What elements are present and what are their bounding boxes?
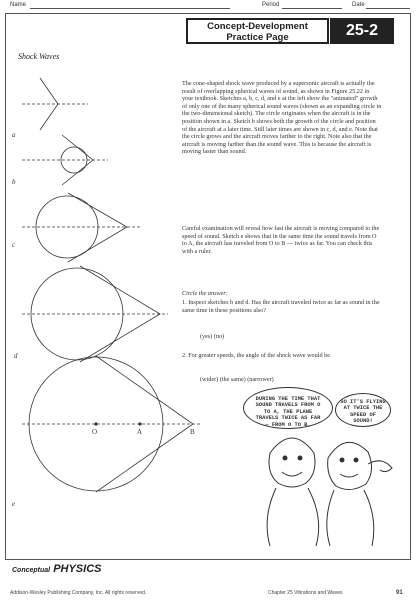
examination-paragraph: Careful examination will reveal how fast the aircraft is moving compared to the speed of sound. Sketch e shows that in the same time the sound travels from O to A, the aircraft has traveled from O to B — twice as far. You can check this with a ruler. <box>182 225 380 255</box>
question-2: 2. For greater speeds, the angle of the shock wave would be <box>182 352 330 359</box>
sketch-d <box>22 266 168 362</box>
name-label: Name <box>10 2 27 8</box>
sketch-label-d: d <box>14 352 18 360</box>
sketch-label-e: e <box>12 500 16 508</box>
page-number: 91 <box>396 590 403 596</box>
sketch-label-b: b <box>12 178 16 186</box>
practice-page-number: 25-2 <box>330 18 394 44</box>
brand-logo <box>12 563 101 575</box>
sketch-e <box>22 356 200 492</box>
sketch-b <box>22 135 108 185</box>
sketch-c <box>22 193 140 262</box>
sketch-a <box>22 78 88 130</box>
point-b-label: B <box>190 428 195 436</box>
title-line-1: Concept-Development <box>207 21 308 32</box>
brand-small: Conceptual <box>12 567 51 574</box>
section-title: Shock Waves <box>18 52 60 61</box>
period-label: Period <box>262 2 280 8</box>
chapter-text: Chapter 25 Vibrations and Waves <box>268 590 343 596</box>
sketch-label-c: c <box>12 241 16 249</box>
point-a-label: A <box>137 428 143 436</box>
question-2-options[interactable]: (wider) (the same) (narrower) <box>200 376 274 383</box>
question-1-options[interactable]: (yes) (no) <box>200 333 225 340</box>
speech-bubble-left: DURING THE TIME THAT SOUND TRAVELS FROM O TO A, THE PLANE TRAVELS TWICE AS FAR — FROM O TO B. <box>243 387 333 429</box>
brand-big: PHYSICS <box>53 563 102 575</box>
sketch-label-a: a <box>12 131 16 139</box>
speech-bubble-right: SO IT'S FLYING AT TWICE THE SPEED OF SOUND! <box>335 393 391 427</box>
left-character-head <box>269 438 315 487</box>
question-1: 1. Inspect sketches b and d. Has the aircraft traveled twice as far as sound in the same time in these positions also? <box>182 299 380 314</box>
right-character-head <box>328 442 372 489</box>
point-o-label: O <box>92 428 98 436</box>
cartoon-characters <box>250 428 410 548</box>
intro-paragraph: The cone-shaped shock wave produced by a supersonic aircraft is actually the result of overlapping spherical waves of sound, as shown in Figure 25.22 in your textbook. Sketches a, b, c, d, and e at the left show the "animated" growth of only one of the many spherical sound waves (shown as an expanding circle in the two-dimensional sketch). The circle originates when the aircraft is in the position shown in a. Sketch b shows both the growth of the circle and position of the aircraft at a later time. Still later times are shown in c, d, and e. Note that the circle grows and the aircraft moves farther to the right. Note also that the aircraft is moving farther than the sound wave. This is because the aircraft is moving faster than sound. <box>182 80 382 156</box>
questions-heading: Circle the answer: <box>182 290 228 297</box>
copyright-text: Addison-Wesley Publishing Company, Inc. All rights reserved. <box>10 590 147 596</box>
date-label: Date <box>352 2 365 8</box>
point-a-dot <box>138 422 141 425</box>
point-o-dot <box>94 422 97 425</box>
title-line-2: Practice Page <box>226 32 289 43</box>
